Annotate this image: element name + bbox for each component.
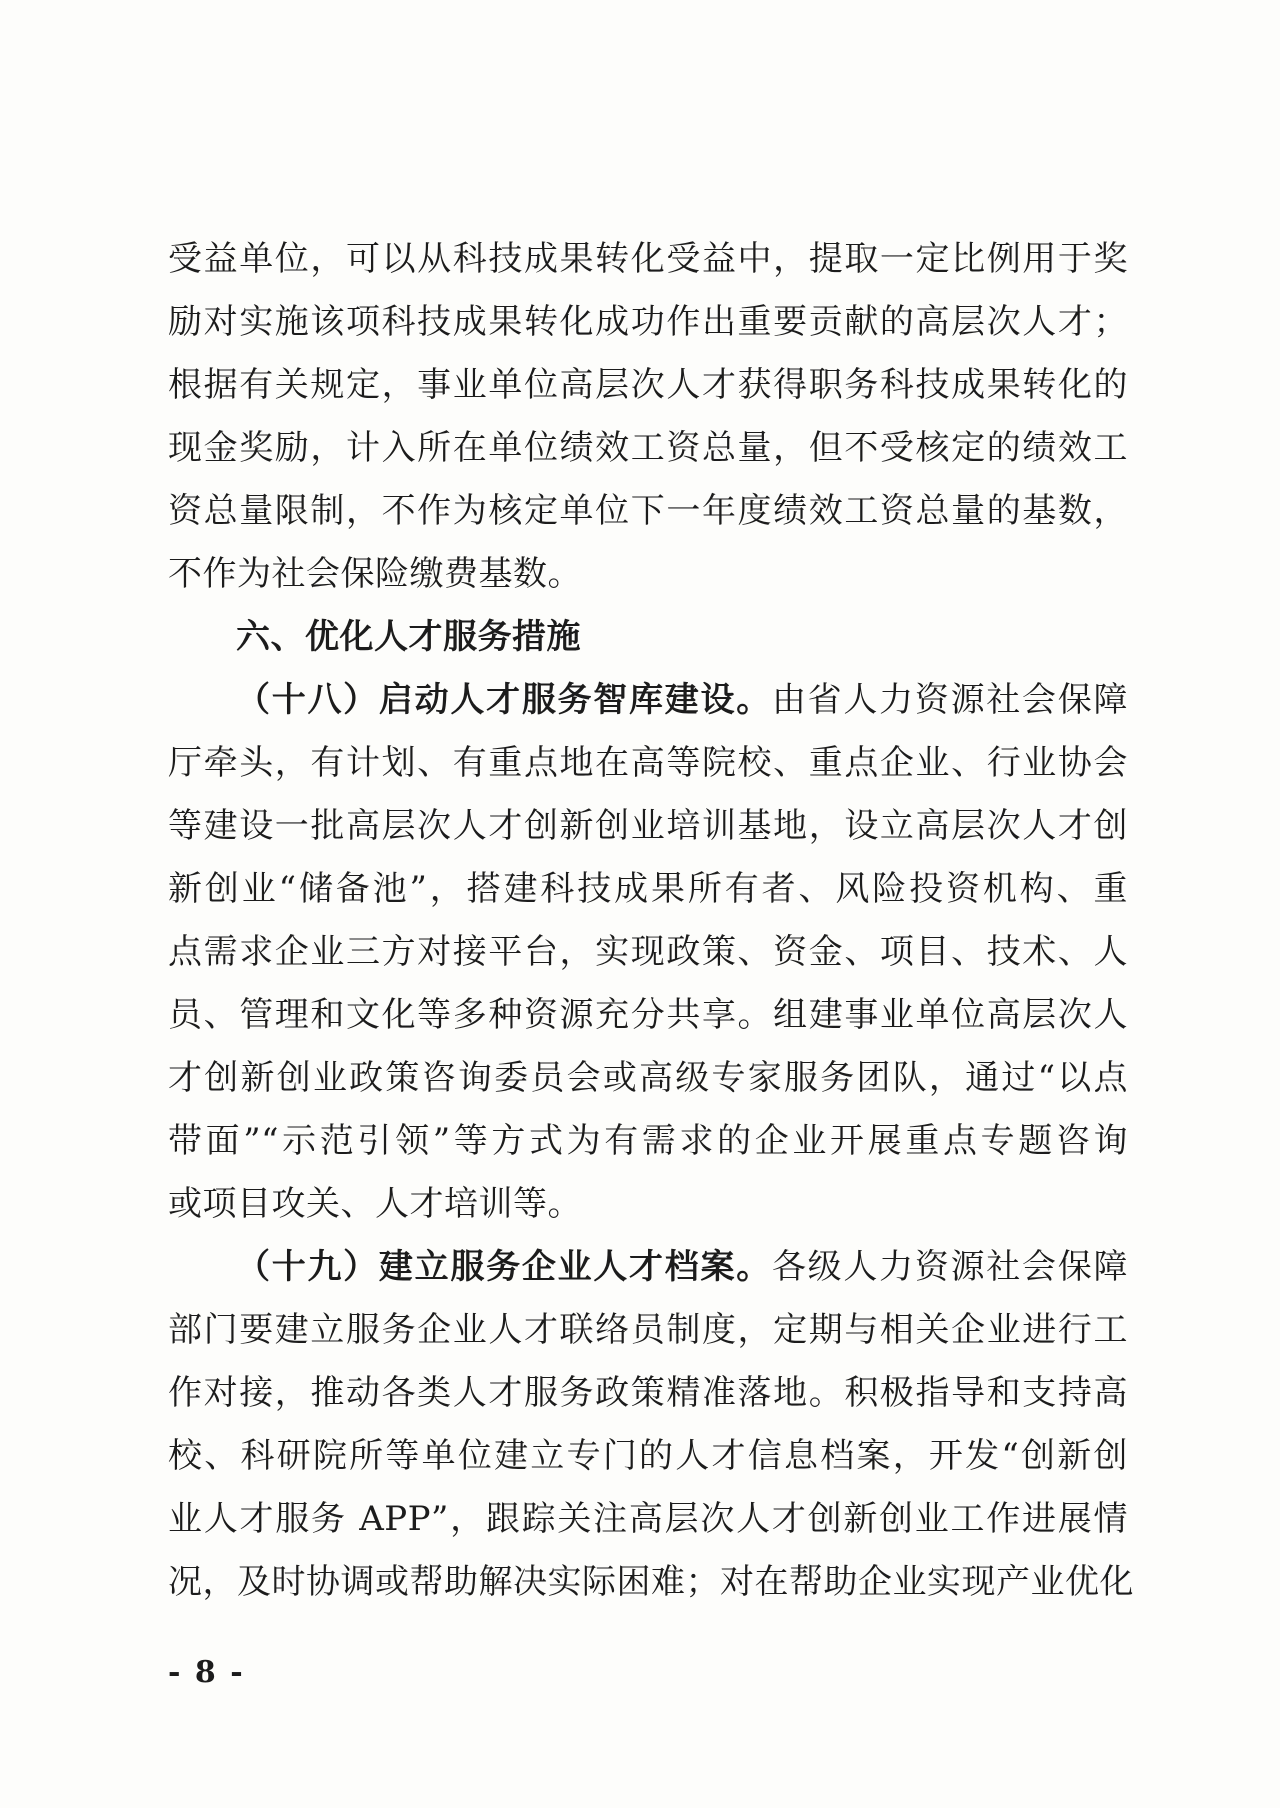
item-18-lead: （十八）启动人才服务智库建设。 xyxy=(236,680,772,720)
item-19-first-line xyxy=(168,1236,1128,1299)
text-line: 员、管理和文化等多种资源充分共享。组建事业单位高层次人 xyxy=(168,995,1128,1035)
item-19-lead: （十九）建立服务企业人才档案。 xyxy=(236,1247,772,1287)
page-number: - 8 - xyxy=(168,1655,245,1690)
text-line: 厅牵头，有计划、有重点地在高等院校、重点企业、行业协会 xyxy=(168,743,1128,783)
text-line: 或项目攻关、人才培训等。 xyxy=(168,1184,582,1224)
item-19-first-line-text: 各级人力资源社会保障 xyxy=(771,1247,1128,1287)
text-line: 根据有关规定，事业单位高层次人才获得职务科技成果转化的 xyxy=(168,365,1128,405)
text-line: 校、科研院所等单位建立专门的人才信息档案，开发“创新创 xyxy=(168,1436,1128,1476)
text-line: 现金奖励，计入所在单位绩效工资总量，但不受核定的绩效工 xyxy=(168,428,1128,468)
text-line: 不作为社会保险缴费基数。 xyxy=(168,554,582,594)
text-line: 受益单位，可以从科技成果转化受益中，提取一定比例用于奖 xyxy=(168,239,1128,279)
text-line: 作对接，推动各类人才服务政策精准落地。积极指导和支持高 xyxy=(168,1373,1128,1413)
text-line: 部门要建立服务企业人才联络员制度，定期与相关企业进行工 xyxy=(168,1310,1128,1350)
text-line: 况，及时协调或帮助解决实际困难；对在帮助企业实现产业优化 xyxy=(168,1562,1134,1602)
text-line: 资总量限制，不作为核定单位下一年度绩效工资总量的基数， xyxy=(168,491,1128,531)
text-line: 等建设一批高层次人才创新创业培训基地，设立高层次人才创 xyxy=(168,806,1128,846)
section-heading: 六、优化人才服务措施 xyxy=(236,617,581,657)
text-line: 带面”“示范引领”等方式为有需求的企业开展重点专题咨询 xyxy=(168,1121,1128,1161)
text-line: 业人才服务 APP”，跟踪关注高层次人才创新创业工作进展情 xyxy=(168,1499,1128,1539)
body-text xyxy=(168,228,1134,1614)
text-line: 点需求企业三方对接平台，实现政策、资金、项目、技术、人 xyxy=(168,932,1128,972)
text-line: 才创新创业政策咨询委员会或高级专家服务团队，通过“以点 xyxy=(168,1058,1128,1098)
item-18-first-line-text: 由省人力资源社会保障 xyxy=(771,680,1128,720)
text-line: 励对实施该项科技成果转化成功作出重要贡献的高层次人才； xyxy=(168,302,1128,342)
text-line: 新创业“储备池”，搭建科技成果所有者、风险投资机构、重 xyxy=(168,869,1128,909)
item-18-first-line xyxy=(168,669,1128,732)
